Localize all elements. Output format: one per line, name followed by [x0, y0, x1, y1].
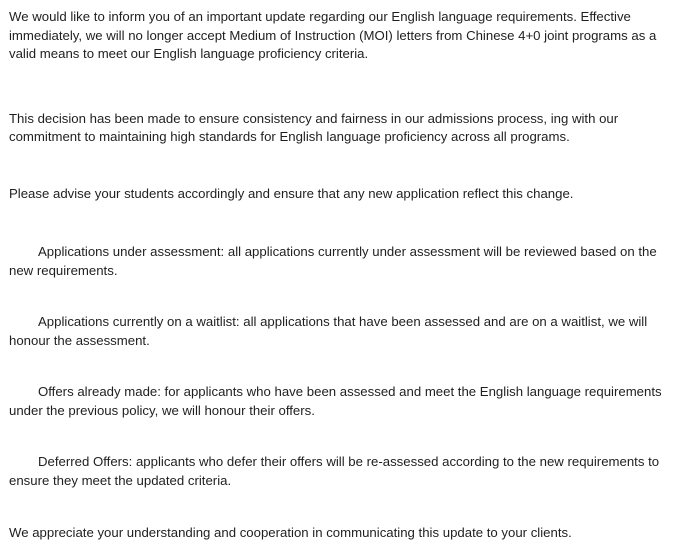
paragraph-applications-under-assessment: Applications under assessment: all applications currently under assessment will be reviewed based on the new requirements. [9, 244, 657, 278]
document-body [9, 8, 681, 543]
paragraph-advise-students: Please advise your students accordingly and ensure that any new application reflect this change. [9, 185, 574, 201]
paragraph-offers-already-made: Offers already made: for applicants who have been assessed and meet the English language requirements under the previous policy, we will honour their offers. [9, 384, 662, 418]
paragraph-closing: We appreciate your understanding and cooperation in communicating this update to your clients. [9, 525, 572, 540]
paragraph-deferred-offers: Deferred Offers: applicants who defer their offers will be re-assessed according to the new requirements to ensure they meet the updated criteria. [9, 454, 660, 488]
paragraph-waitlist-applications: Applications currently on a waitlist: all applications that have been assessed and are on a waitlist, we will honour the assessment. [9, 314, 648, 348]
paragraph-decision-rationale: This decision has been made to ensure consistency and fairness in our admissions process, ing with our commitment to maintaining high standards for English language proficiency across all programs. [9, 110, 619, 144]
paragraph-update-notice: We would like to inform you of an important update regarding our English language requirements. Effective immediately, we will no longer accept Medium of Instruction (MOI) letters from Chinese 4+0 joint programs as a valid means to meet our English language proficiency criteria. [9, 9, 657, 61]
